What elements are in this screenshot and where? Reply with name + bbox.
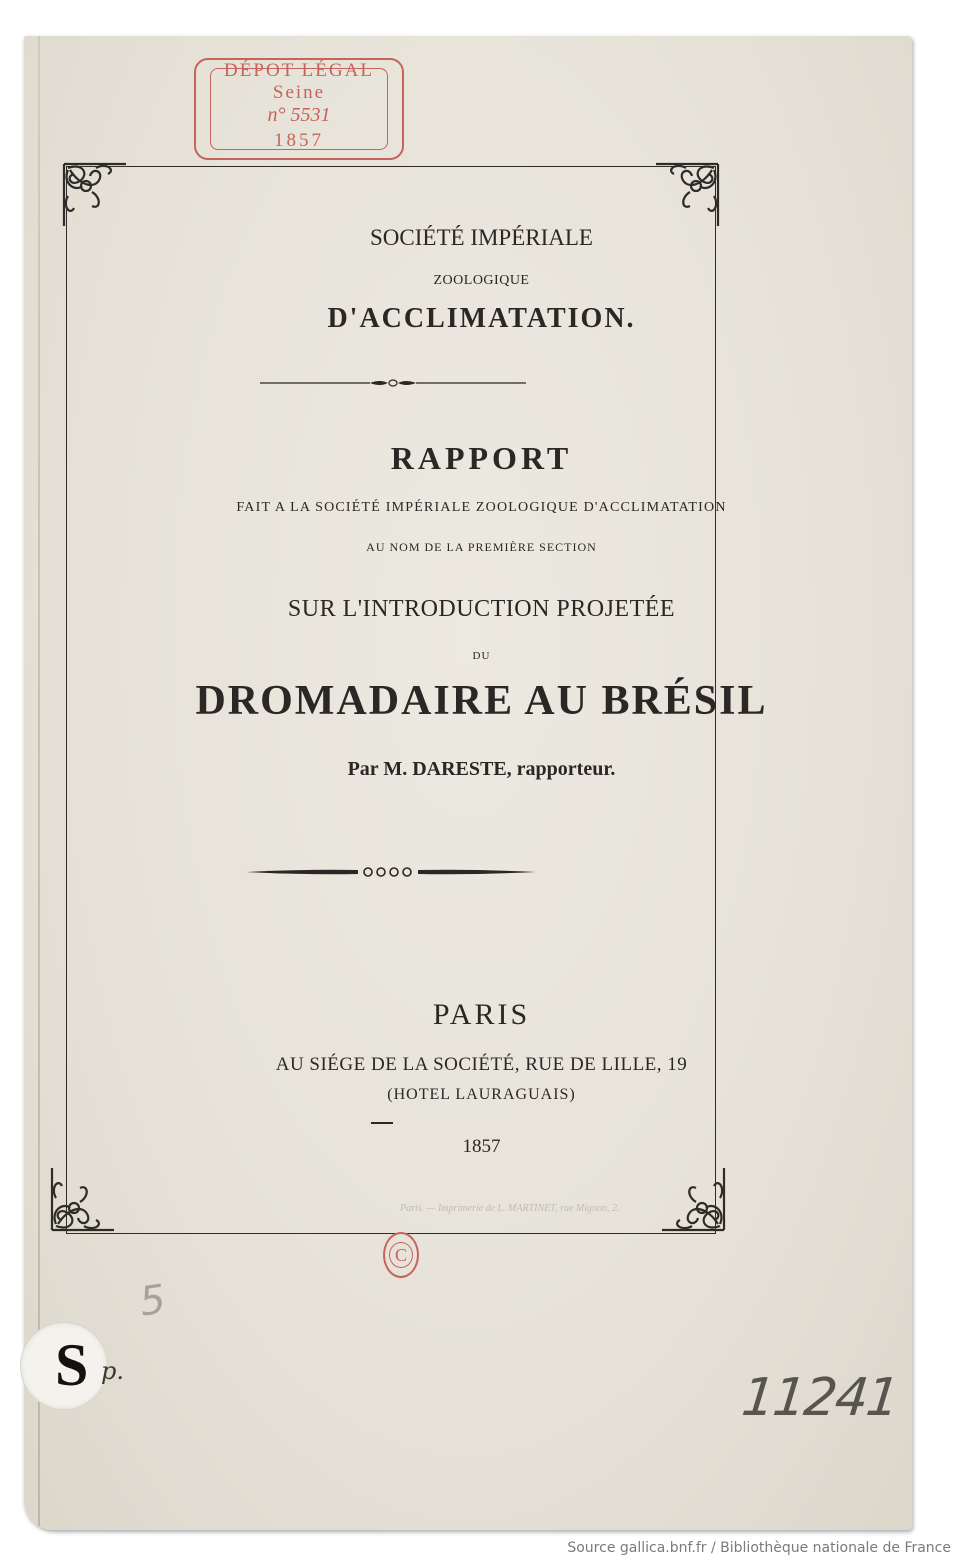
report-main-title: DROMADAIRE AU BRÉSIL: [195, 678, 768, 724]
stamp-line-3: n° 5531: [267, 104, 331, 126]
report-author: Par M. DARESTE, rapporteur.: [347, 758, 616, 780]
report-heading: RAPPORT: [390, 440, 573, 476]
pencil-mark: 5: [136, 1276, 169, 1326]
shelf-mark-suffix: p.: [101, 1357, 124, 1385]
stamp-line-4: 1857: [274, 130, 324, 151]
shelf-mark-letter: S: [55, 1332, 89, 1398]
corner-ornament-icon: [660, 1166, 732, 1238]
shelf-mark-label: [20, 1322, 124, 1410]
ornamental-rule-top: [260, 376, 526, 390]
report-topic-line: SUR L'INTRODUCTION PROJETÉE: [287, 596, 676, 622]
corner-ornament-icon: [44, 1166, 116, 1238]
publisher-building: (HOTEL LAURAGUAIS): [387, 1086, 576, 1103]
publisher-address: AU SIÉGE DE LA SOCIÉTÉ, RUE DE LILLE, 19: [275, 1054, 688, 1075]
source-footer: Source gallica.bnf.fr / Bibliothèque nationale de France: [567, 1540, 951, 1556]
society-name-line-3: D'ACCLIMATATION.: [327, 303, 636, 334]
page-edge-shadow: [38, 36, 40, 1526]
short-divider: [371, 1122, 393, 1124]
report-subtitle-line-1: FAIT A LA SOCIÉTÉ IMPÉRIALE ZOOLOGIQUE D'ACCLIMATATION: [236, 500, 727, 515]
corner-ornament-icon: [56, 156, 128, 228]
stamp-line-2: Seine: [272, 82, 326, 103]
report-subtitle-line-2: AU NOM DE LA PREMIÈRE SECTION: [366, 540, 597, 554]
printer-imprint-bleedthrough: Paris. — Imprimerie de L. MARTINET, rue Mignon, 2.: [400, 1203, 620, 1214]
society-name-line-2: ZOOLOGIQUE: [433, 273, 530, 288]
society-name-line-1: SOCIÉTÉ IMPÉRIALE: [370, 225, 593, 250]
copyright-stamp-letter: C: [389, 1242, 413, 1268]
report-topic-connector: DU: [472, 650, 491, 662]
stamp-line-1: DÉPOT LÉGAL: [224, 60, 374, 81]
legal-deposit-stamp: [194, 58, 404, 160]
copyright-stamp: [383, 1232, 419, 1278]
publication-year: 1857: [462, 1136, 501, 1157]
ornamental-rule-middle: [246, 864, 536, 880]
corner-ornament-icon: [654, 156, 726, 228]
handwritten-call-number: 11241: [738, 1368, 901, 1428]
publication-city: PARIS: [432, 998, 531, 1031]
